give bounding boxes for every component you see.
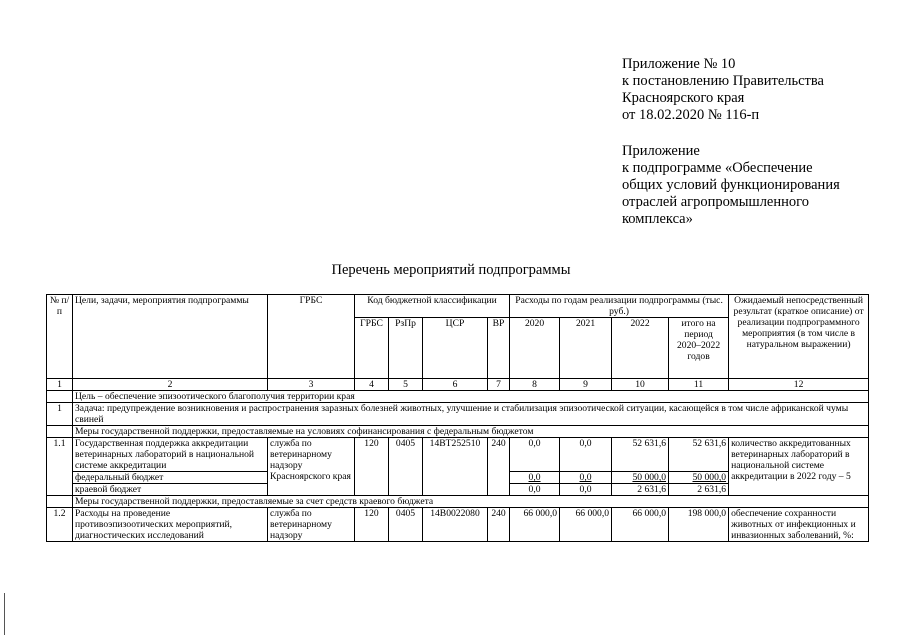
col-num: 5 <box>389 379 423 391</box>
value-2021: 0,0 <box>560 438 612 472</box>
col-num: 6 <box>423 379 488 391</box>
subappendix-line: к подпрограмме «Обеспечение <box>622 160 813 176</box>
expected-result: обеспечение сохранности животных от инфекционных и инвазионных заболеваний, %: <box>729 508 869 542</box>
header-goals: Цели, задачи, мероприятия подпрограммы <box>73 295 268 379</box>
value-total: 52 631,6 <box>669 438 729 472</box>
section-row <box>47 426 869 438</box>
value-2020: 66 000,0 <box>510 508 560 542</box>
rzpr-code: 0405 <box>389 438 423 496</box>
header-total: итого на период 2020–2022 годов <box>669 318 729 379</box>
value-2022: 2 631,6 <box>612 484 669 496</box>
scan-margin-mark <box>4 593 5 635</box>
value-2022: 50 000,0 <box>612 472 669 484</box>
col-num: 3 <box>268 379 355 391</box>
value-2022: 66 000,0 <box>612 508 669 542</box>
col-num: 10 <box>612 379 669 391</box>
col-num: 12 <box>729 379 869 391</box>
section-title: Меры государственной поддержки, предоставляемые за счет средств краевого бюджета <box>73 496 869 508</box>
col-num: 9 <box>560 379 612 391</box>
measures-table <box>46 294 869 542</box>
source-label: федеральный бюджет <box>73 472 268 484</box>
section-title: Меры государственной поддержки, предоставляемые на условиях софинансирования с федеральным бюджетом <box>73 426 869 438</box>
grbs-code: 120 <box>355 508 389 542</box>
header-grbs: ГРБС <box>268 295 355 379</box>
task-num: 1 <box>47 403 73 426</box>
col-num: 2 <box>73 379 268 391</box>
col-num: 4 <box>355 379 389 391</box>
subappendix-line: отраслей агропромышленного <box>622 194 809 210</box>
subappendix-line: общих условий функционирования <box>622 177 840 193</box>
source-label: краевой бюджет <box>73 484 268 496</box>
appendix-line: к постановлению Правительства <box>622 73 824 89</box>
value-2020: 0,0 <box>510 484 560 496</box>
value-2020: 0,0 <box>510 472 560 484</box>
measure-name: Государственная поддержка аккредитации ветеринарных лабораторий в национальной системе аккредитации <box>73 438 268 472</box>
appendix-line: Приложение № 10 <box>622 56 736 72</box>
appendix-line: от 18.02.2020 № 116-п <box>622 107 760 123</box>
col-num: 11 <box>669 379 729 391</box>
header-y2021: 2021 <box>560 318 612 379</box>
header-code-csr: ЦСР <box>423 318 488 379</box>
grbs-code: 120 <box>355 438 389 496</box>
header-num: № п/п <box>47 295 73 379</box>
value-2021: 0,0 <box>560 472 612 484</box>
goal-row <box>47 391 869 403</box>
value-2022: 52 631,6 <box>612 438 669 472</box>
subappendix-line: комплекса» <box>622 211 693 227</box>
grbs-name: служба по ветеринарному надзору Красноярского края <box>268 438 355 496</box>
expected-result: количество аккредитованных ветеринарных лабораторий в национальной системе аккредитации в 2022 году – 5 <box>729 438 869 496</box>
header-expenses: Расходы по годам реализации подпрограммы (тыс. руб.) <box>510 295 729 318</box>
vr-code: 240 <box>488 508 510 542</box>
column-number-row <box>47 379 869 391</box>
grbs-name: служба по ветеринарному надзору <box>268 508 355 542</box>
table-row <box>47 438 869 472</box>
col-num: 8 <box>510 379 560 391</box>
row-num: 1.2 <box>47 508 73 542</box>
value-total: 50 000,0 <box>669 472 729 484</box>
subappendix-line: Приложение <box>622 143 700 159</box>
header-result: Ожидаемый непосредственный результат (краткое описание) от реализации подпрограммного мероприятия (в том числе в натуральном выражении) <box>729 295 869 379</box>
appendix-header-block <box>622 56 892 228</box>
document-title: Перечень мероприятий подпрограммы <box>331 262 571 278</box>
col-num: 1 <box>47 379 73 391</box>
value-2021: 66 000,0 <box>560 508 612 542</box>
task-row <box>47 403 869 426</box>
header-y2022: 2022 <box>612 318 669 379</box>
col-num: 7 <box>488 379 510 391</box>
header-code-vr: ВР <box>488 318 510 379</box>
row-num: 1.1 <box>47 438 73 496</box>
value-2020: 0,0 <box>510 438 560 472</box>
rzpr-code: 0405 <box>389 508 423 542</box>
task-text: Задача: предупреждение возникновения и распространения заразных болезней животных, улучшение и стабилизация эпизоотической ситуации, касающейся в том числе африканской чумы свиней <box>73 403 869 426</box>
value-2021: 0,0 <box>560 484 612 496</box>
table-row <box>47 508 869 542</box>
header-code-grbs: ГРБС <box>355 318 389 379</box>
measure-name: Расходы на проведение противоэпизоотических мероприятий, диагностических исследований <box>73 508 268 542</box>
header-y2020: 2020 <box>510 318 560 379</box>
value-total: 2 631,6 <box>669 484 729 496</box>
vr-code: 240 <box>488 438 510 496</box>
goal-text: Цель – обеспечение эпизоотического благополучия территории края <box>73 391 869 403</box>
section-row <box>47 496 869 508</box>
csr-code: 14B0022080 <box>423 508 488 542</box>
header-code: Код бюджетной классификации <box>355 295 510 318</box>
header-row <box>47 295 869 318</box>
value-total: 198 000,0 <box>669 508 729 542</box>
appendix-line: Красноярского края <box>622 90 745 106</box>
header-code-rzpr: РзПр <box>389 318 423 379</box>
csr-code: 14BT252510 <box>423 438 488 496</box>
